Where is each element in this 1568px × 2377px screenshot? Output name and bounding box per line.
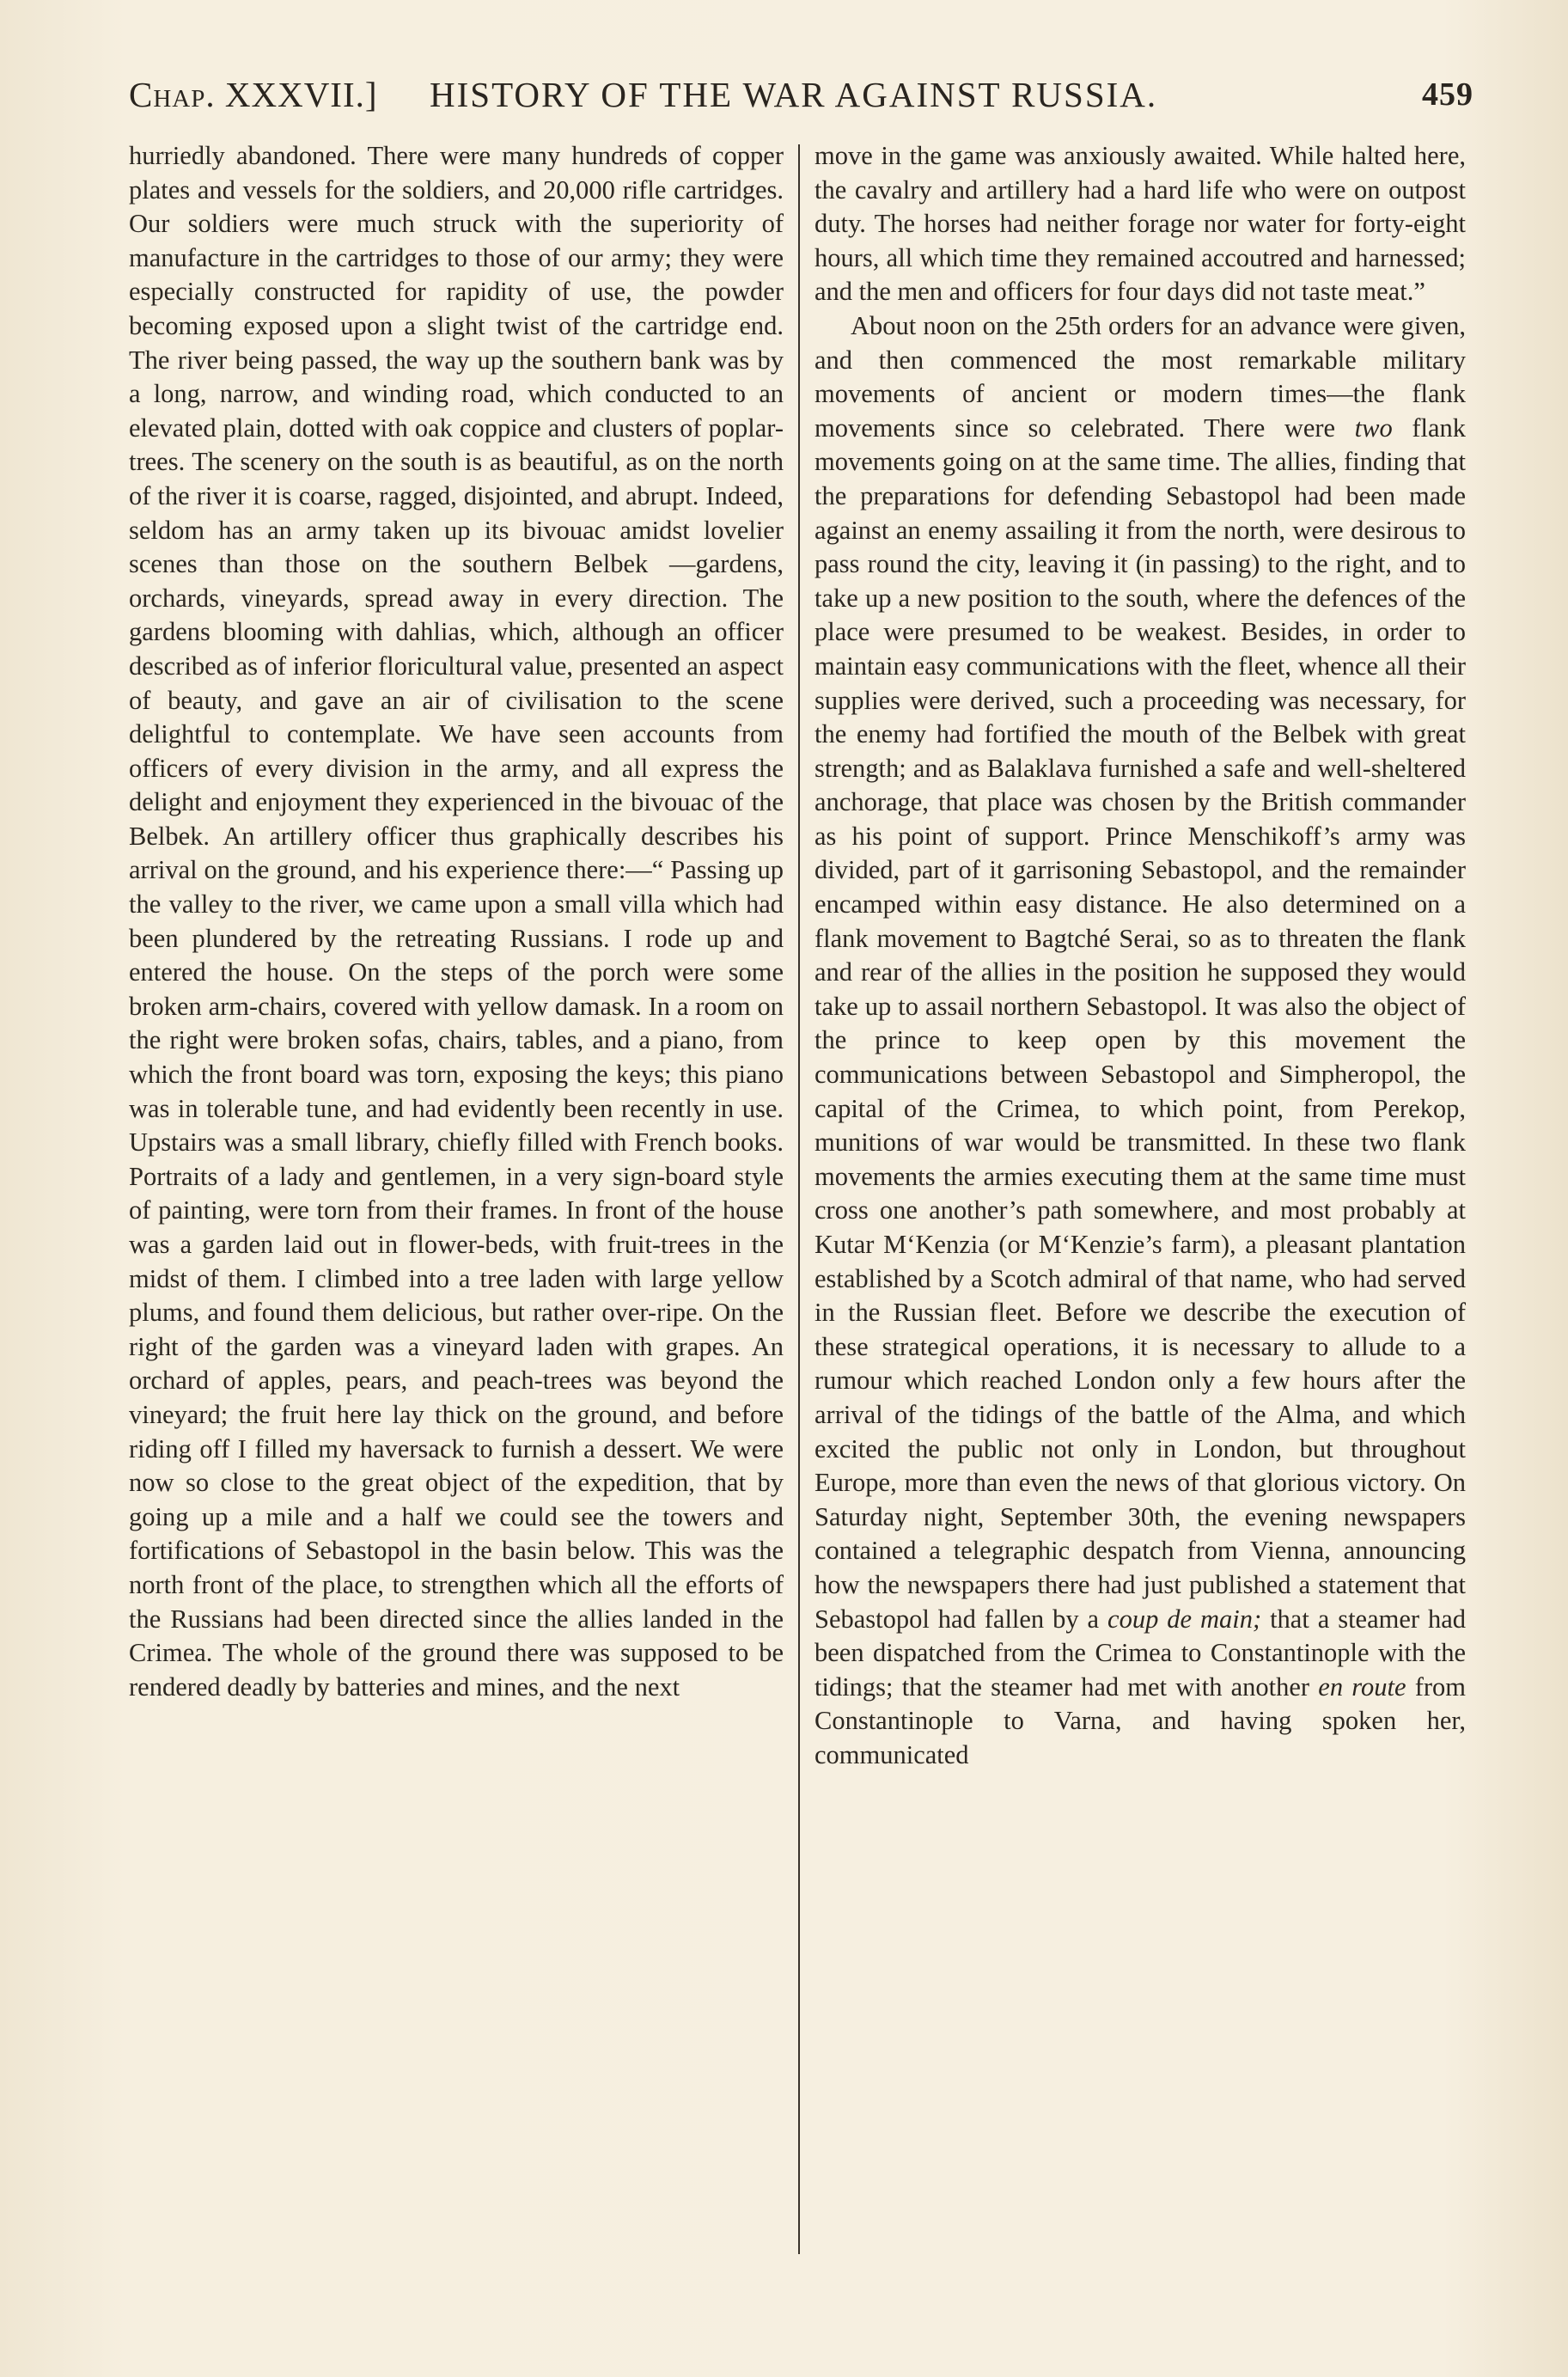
emphasis-coup-de-main: coup de main; — [1107, 1604, 1262, 1634]
page-number: 459 — [1422, 76, 1473, 113]
right-paragraph-2-part-b: flank movements going on at the same time. The allies, finding that the preparations for defending Sebastopol had been made against an enemy assailing it from the north, were desirous to pass round the city, leaving it (in passing) to the right, and to take up a new position to the south, where the defences of the place were presumed to be weakest. Besides, in order to maintain easy communications with the fleet, whence all their supplies were derived, such a proceeding was necessary, for the enemy had fortified the mouth of the Belbek with great strength; and as Balaklava furnished a safe and well-sheltered anchorage, that place was chosen by the British commander as his point of support. Prince Menschikoff’s army was divided, part of it garrisoning Sebastopol, and the remainder encamped within easy distance. He also determined on a flank movement to Bagtché Serai, so as to threaten the flank and rear of the allies in the position he supposed they would take up to assail northern Sebastopol. It was also the object of the prince to keep open by this movement the communications between Sebastopol and Simpheropol, the capital of the Crimea, to which point, from Perekop, munitions of war would be transmitted. In these two flank movements the armies executing them at the same time must cross one another’s path somewhere, and most probably at Kutar M‘Kenzia (or M‘Kenzie’s farm), a pleasant plantation established by a Scotch admiral of that name, who had served in the Russian fleet. Before we describe the execution of these strategical operations, it is necessary to allude to a rumour which reached London only a few hours after the arrival of the tidings of the battle of the Alma, and which excited the public not only in London, but throughout Europe, more than even the news of that glorious victory. On Saturday night, September 30th, the evening newspapers contained a telegraphic despatch from Vienna, announcing how the newspapers there had just published a statement that Sebastopol had fallen by a — [815, 412, 1467, 1634]
right-paragraph-2 — [815, 309, 1466, 1773]
emphasis-two: two — [1354, 412, 1393, 443]
right-paragraph-2-part-c: that a steamer had been dispatched from the Crimea to Constantinople with the tidings; that the steamer had met with another — [815, 1604, 1467, 1702]
running-head — [129, 74, 1473, 125]
column-divider — [798, 144, 800, 2254]
left-paragraph-1: hurriedly abandoned. There were many hundreds of copper plates and vessels for the soldiers, and 20,000 rifle cartridges. Our soldiers were much struck with the superiority of manufacture in the cartridges to those of our army; they were especially constructed for rapidity of use, the powder becoming exposed upon a slight twist of the cartridge end. The river being passed, the way up the southern bank was by a long, narrow, and winding road, which conducted to an elevated plain, dotted with oak coppice and clusters of poplar-trees. The scenery on the south is as beautiful, as on the north of the river it is coarse, ragged, disjointed, and abrupt. Indeed, seldom has an army taken up its bivouac amidst lovelier scenes than those on the southern Belbek —gardens, orchards, vineyards, spread away in every direction. The gardens blooming with dahlias, which, although an officer described as of inferior floricultural value, presented an aspect of beauty, and gave an air of civilisation to the scene delightful to contemplate. We have seen accounts from officers of every division in the army, and all express the delight and enjoyment they experienced in the bivouac of the Belbek. An artillery officer thus graphically describes his arrival on the ground, and his experience there:—“ Passing up the valley to the river, we came upon a small villa which had been plundered by the retreating Russians. I rode up and entered the house. On the steps of the porch were some broken arm-chairs, covered with yellow damask. In a room on the right were broken sofas, chairs, tables, and a piano, from which the front board was torn, exposing the keys; this piano was in tolerable tune, and had evidently been recently in use. Upstairs was a small library, chiefly filled with French books. Portraits of a lady and gentlemen, in a very sign-board style of painting, were torn from their frames. In front of the house was a garden laid out in flower-beds, with fruit-trees in the midst of them. I climbed into a tree laden with large yellow plums, and found them delicious, but rather over-ripe. On the right of the garden was a vineyard laden with grapes. An orchard of apples, pears, and peach-trees was beyond the vineyard; the fruit here lay thick on the ground, and before riding off I filled my haversack to furnish a dessert. We were now so close to the great object of the expedition, that by going up a mile and a half we could see the towers and fortifications of Sebastopol in the basin below. This was the north front of the place, to strengthen which all the efforts of the Russians had been directed since the allies landed in the Crimea. The whole of the ground there was supposed to be rendered deadly by batteries and mines, and the next — [129, 141, 784, 1702]
right-column — [815, 139, 1466, 1773]
emphasis-en-route: en route — [1318, 1671, 1406, 1702]
right-paragraph-2-part-a: About noon on the 25th orders for an advance were given, and then commenced the most remarkable military movements of ancient or modern times—the flank movements since so celebrated. There were — [815, 310, 1466, 443]
right-paragraph-1: move in the game was anxiously awaited. While halted here, the cavalry and artillery had a hard life who were on outpost duty. The horses had neither forage nor water for forty-eight hours, all which time they remained accoutred and harnessed; and the men and officers for four days did not taste meat.” — [815, 141, 1466, 307]
right-paragraph-2-part-d: from Constantinople to Varna, and having spoken her, communicated — [815, 1671, 1466, 1769]
left-column — [129, 139, 784, 1704]
chapter-label: Chap. XXXVII.] — [129, 75, 378, 114]
book-title: HISTORY OF THE WAR AGAINST RUSSIA. — [430, 75, 1158, 114]
